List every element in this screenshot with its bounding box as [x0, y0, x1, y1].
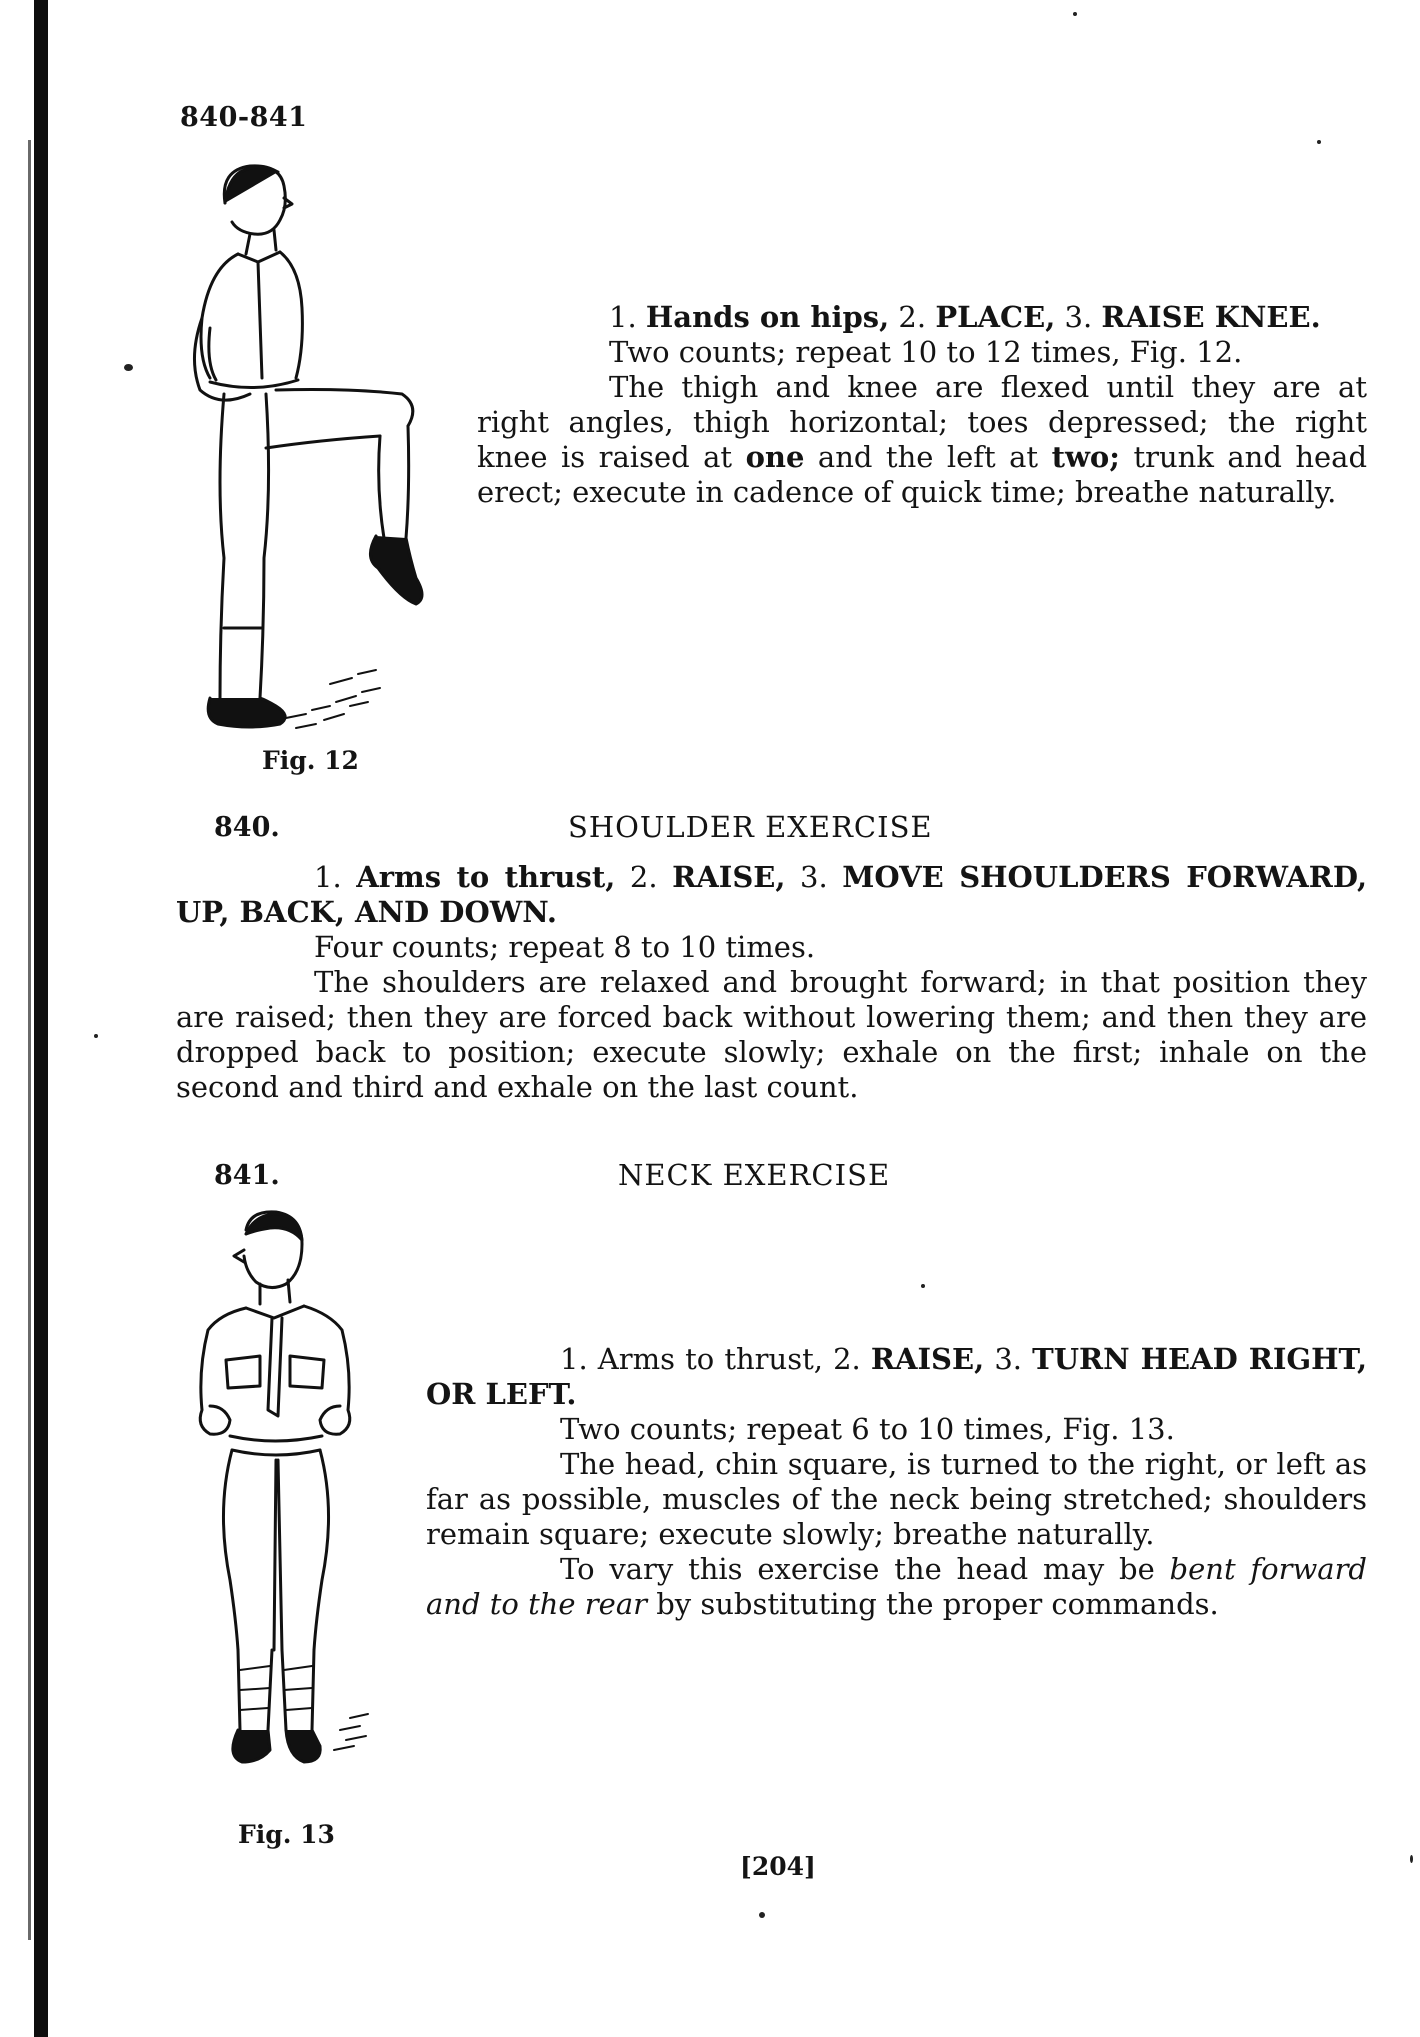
- command-text: Arms to thrust,: [597, 1342, 823, 1376]
- figure-12-caption: Fig. 12: [262, 746, 359, 775]
- variation-segment: by substituting the proper commands.: [656, 1587, 1219, 1621]
- command-number: 2.: [898, 300, 927, 334]
- shoulder-counts-line: Four counts; repeat 8 to 10 times.: [314, 930, 816, 964]
- scan-speck: [759, 1912, 765, 1918]
- command-text: Hands on hips,: [645, 300, 890, 334]
- figure-12-illustration: [180, 158, 480, 758]
- shoulder-command-line: [176, 860, 1367, 930]
- neck-turn-figure-icon: [190, 1210, 410, 1770]
- knee-counts-line: Two counts; repeat 10 to 12 times, Fig. 12.: [609, 335, 1243, 369]
- desc-segment: The thigh and knee are flexed until they are at right angles, thigh horizontal; toes depressed; the right knee is raised at: [477, 370, 1367, 474]
- command-number: 3.: [800, 860, 828, 894]
- desc-emphasis: two;: [1051, 440, 1120, 474]
- scan-speck: [1073, 12, 1077, 16]
- command-number: 3.: [1064, 300, 1093, 334]
- command-text: TURN HEAD RIGHT, OR LEFT.: [426, 1342, 1368, 1411]
- command-text: MOVE SHOULDERS FORWARD, UP, BACK, AND DOWN.: [176, 860, 1368, 929]
- scan-speck: [921, 1284, 925, 1288]
- neck-command-line: [426, 1342, 1367, 1412]
- knee-exercise-text: [477, 300, 1367, 510]
- section-841-title: NECK EXERCISE: [618, 1158, 891, 1192]
- section-840-number: 840.: [214, 812, 280, 843]
- command-number: 2.: [629, 860, 658, 894]
- scan-speck: [1410, 1855, 1413, 1863]
- command-number: 1.: [314, 860, 342, 894]
- figure-13-caption: Fig. 13: [238, 1820, 335, 1849]
- command-number: 1.: [609, 300, 637, 334]
- knee-command-line: [477, 300, 1367, 335]
- desc-emphasis: one: [745, 440, 805, 474]
- desc-segment: trunk and head erect; execute in cadence of quick time; breathe naturally.: [477, 440, 1368, 509]
- scan-speck: [124, 364, 133, 371]
- scan-speck: [1317, 140, 1321, 144]
- binding-shadow: [28, 140, 31, 1940]
- neck-variation: [426, 1552, 1367, 1622]
- knee-description: [477, 370, 1367, 510]
- knee-raise-figure-icon: [180, 158, 480, 758]
- section-840-title: SHOULDER EXERCISE: [568, 810, 933, 844]
- desc-segment: and the left at: [817, 440, 1039, 474]
- variation-segment: To vary this exercise the head may be: [560, 1552, 1155, 1586]
- book-binding-edge: [34, 0, 48, 2037]
- shoulder-description: The shoulders are relaxed and brought forward; in that position they are raised; then they are forced back without lowering them; and then they are dropped back to position; execute slowly; exhale on the first; inhale on the second and third and exhale on the last count.: [176, 965, 1367, 1104]
- command-number: 2.: [833, 1342, 861, 1376]
- variation-emphasis: bent forward and to the rear: [426, 1552, 1367, 1621]
- page-footer-number: [204]: [740, 1852, 816, 1881]
- neck-counts-line: Two counts; repeat 6 to 10 times, Fig. 13.: [560, 1412, 1175, 1446]
- command-text: Arms to thrust,: [356, 860, 616, 894]
- page-header-number: 840-841: [180, 102, 308, 133]
- command-number: 1.: [560, 1342, 588, 1376]
- neck-exercise-text: [426, 1342, 1367, 1622]
- command-text: RAISE,: [870, 1342, 985, 1376]
- command-text: RAISE,: [672, 860, 786, 894]
- neck-description: The head, chin square, is turned to the right, or left as far as possible, muscles of the neck being stretched; shoulders remain square; execute slowly; breathe naturally.: [426, 1447, 1367, 1551]
- command-number: 3.: [994, 1342, 1022, 1376]
- shoulder-exercise-text: [176, 860, 1367, 1105]
- command-text: RAISE KNEE.: [1101, 300, 1321, 334]
- figure-13-illustration: [190, 1210, 410, 1770]
- command-text: PLACE,: [935, 300, 1056, 334]
- scan-speck: [94, 1034, 98, 1038]
- section-841-number: 841.: [214, 1160, 280, 1191]
